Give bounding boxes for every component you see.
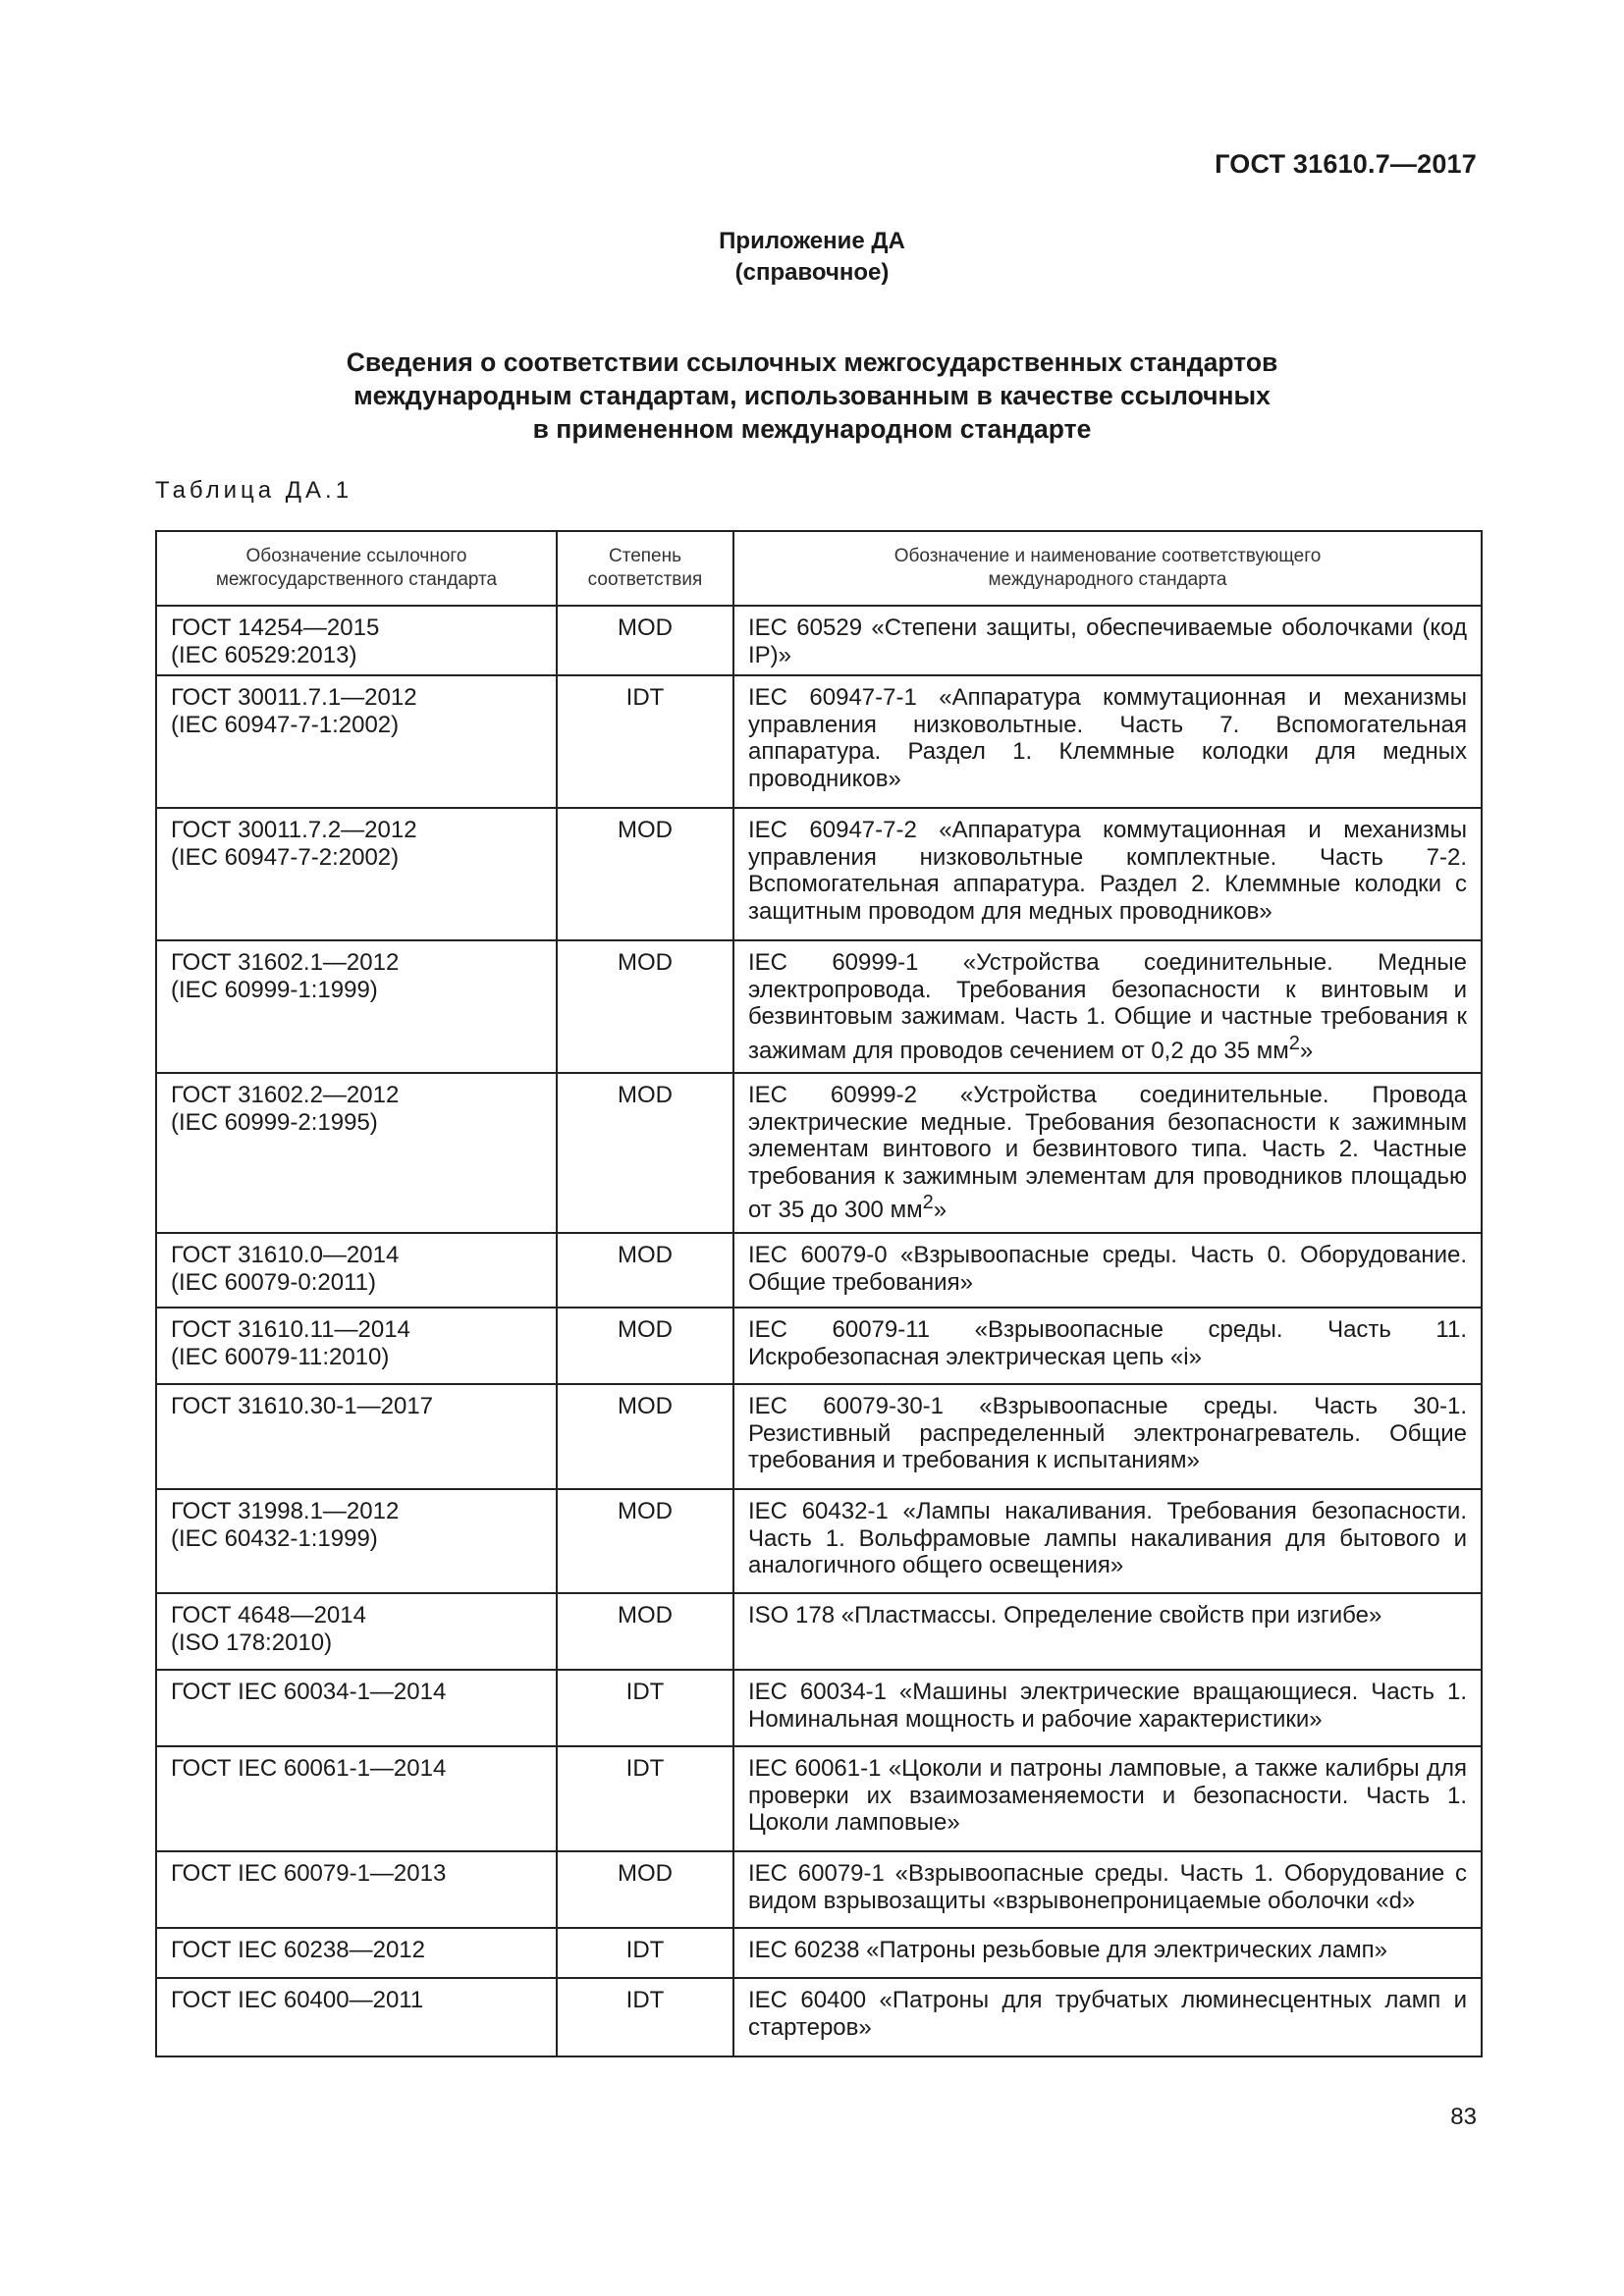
- cell-degree: MOD: [557, 1489, 733, 1593]
- standard-designation: ГОСТ 31610.0—2014: [171, 1242, 400, 1268]
- header-line: соответствия: [587, 569, 703, 590]
- title-line: международным стандартам, использованным в качестве ссылочных: [353, 381, 1271, 410]
- table-header-row: [156, 531, 1482, 606]
- cell-degree: MOD: [557, 1233, 733, 1308]
- standard-designation: ГОСТ 14254—2015: [171, 614, 380, 641]
- table-row: [156, 1928, 1482, 1978]
- header-line: международного стандарта: [988, 569, 1227, 590]
- standard-designation: ГОСТ IEC 60238—2012: [171, 1937, 425, 1963]
- header-interstate-standard: [156, 531, 557, 606]
- cell-international-standard: IEC 60947-7-2 «Аппаратура коммутационная и механизмы управления низковольтные комплектные. Часть 7-2. Вспомогательная аппаратура. Раздел 2. Клеммные колодки с защитным проводом для медных проводников»: [733, 808, 1482, 940]
- cell-degree: MOD: [557, 1384, 733, 1489]
- cell-interstate-standard: [156, 606, 557, 675]
- cell-interstate-standard: [156, 1073, 557, 1233]
- cell-interstate-standard: [156, 1851, 557, 1928]
- cell-degree: MOD: [557, 808, 733, 940]
- standard-designation: ГОСТ IEC 60400—2011: [171, 1987, 424, 2013]
- cell-degree: MOD: [557, 940, 733, 1073]
- standard-designation: ГОСТ 4648—2014: [171, 1602, 366, 1629]
- table-row: [156, 606, 1482, 675]
- cell-international-standard: IEC 60400 «Патроны для трубчатых люминесцентных ламп и стартеров»: [733, 1978, 1482, 2056]
- table-row: [156, 1978, 1482, 2056]
- cell-degree: IDT: [557, 675, 733, 808]
- cell-international-standard: IEC 60079-1 «Взрывоопасные среды. Часть 1. Оборудование с видом взрывозащиты «взрывонепроницаемые оболочки «d»: [733, 1851, 1482, 1928]
- cell-interstate-standard: [156, 1670, 557, 1746]
- cell-interstate-standard: [156, 1308, 557, 1384]
- table-row: [156, 675, 1482, 808]
- header-line: Обозначение и наименование соответствующего: [893, 546, 1322, 566]
- table-row: [156, 1593, 1482, 1670]
- header-line: межгосударственного стандарта: [215, 569, 498, 590]
- table-row: [156, 1670, 1482, 1746]
- cell-international-standard: IEC 60079-11 «Взрывоопасные среды. Часть 11. Искробезопасная электрическая цепь «i»: [733, 1308, 1482, 1384]
- cell-interstate-standard: [156, 1978, 557, 2056]
- text-part: »: [1299, 1037, 1314, 1064]
- standard-designation: ГОСТ 30011.7.1—2012: [171, 684, 417, 711]
- cell-interstate-standard: [156, 1928, 557, 1978]
- text-part: IEC 60999-1 «Устройства соединительные. Медные электропровода. Требования безопасности к винтовым и безвинтовым зажимам. Часть 1. Общие и частные требования к зажимам для проводов сечением от 0,2 до 35 мм: [748, 949, 1467, 1064]
- standard-designation: (ISO 178:2010): [171, 1629, 333, 1656]
- superscript: 2: [1288, 1032, 1300, 1054]
- cell-international-standard: [733, 940, 1482, 1073]
- appendix-heading: [0, 226, 1624, 289]
- header-line: Степень: [608, 546, 682, 566]
- standard-designation: (IEC 60079-11:2010): [171, 1343, 390, 1370]
- standard-designation: ГОСТ 31602.1—2012: [171, 949, 400, 976]
- cell-degree: IDT: [557, 1746, 733, 1851]
- standard-designation: ГОСТ IEC 60061-1—2014: [171, 1755, 447, 1782]
- standard-designation: (IEC 60999-1:1999): [171, 976, 378, 1003]
- cell-degree: MOD: [557, 1308, 733, 1384]
- header-degree: [557, 531, 733, 606]
- header-line: Обозначение ссылочного: [245, 546, 467, 566]
- cell-degree: MOD: [557, 606, 733, 675]
- standard-designation: ГОСТ 30011.7.2—2012: [171, 817, 417, 843]
- cell-international-standard: IEC 60432-1 «Лампы накаливания. Требования безопасности. Часть 1. Вольфрамовые лампы накаливания для бытового и аналогичного общего освещения»: [733, 1489, 1482, 1593]
- table-row: [156, 1384, 1482, 1489]
- standard-designation: ГОСТ 31998.1—2012: [171, 1498, 400, 1524]
- cell-interstate-standard: [156, 1384, 557, 1489]
- standards-table: [155, 530, 1483, 2057]
- cell-international-standard: IEC 60947-7-1 «Аппаратура коммутационная и механизмы управления низковольтные. Часть 7. Вспомогательная аппаратура. Раздел 1. Клеммные колодки для медных проводников»: [733, 675, 1482, 808]
- text-part: »: [933, 1197, 947, 1223]
- cell-interstate-standard: [156, 675, 557, 808]
- cell-degree: MOD: [557, 1851, 733, 1928]
- table-label: Таблица ДА.1: [155, 477, 353, 504]
- cell-international-standard: IEC 60079-0 «Взрывоопасные среды. Часть 0. Оборудование. Общие требования»: [733, 1233, 1482, 1308]
- cell-interstate-standard: [156, 940, 557, 1073]
- appendix-type: (справочное): [734, 259, 890, 286]
- cell-degree: IDT: [557, 1928, 733, 1978]
- cell-interstate-standard: [156, 1489, 557, 1593]
- standard-designation: ГОСТ IEC 60079-1—2013: [171, 1860, 447, 1887]
- page-number: 83: [1450, 2104, 1477, 2130]
- cell-international-standard: ISO 178 «Пластмассы. Определение свойств при изгибе»: [733, 1593, 1482, 1670]
- cell-degree: MOD: [557, 1073, 733, 1233]
- text-part: IEC 60999-2 «Устройства соединительные. Провода электрические медные. Требования безопасности к зажимным элементам винтового и безвинтового типа. Часть 2. Частные требования к зажимным элементам для проводников площадью от 35 до 300 мм: [748, 1082, 1467, 1223]
- table-row: [156, 1851, 1482, 1928]
- standard-designation: ГОСТ 31602.2—2012: [171, 1082, 400, 1108]
- standard-designation: ГОСТ IEC 60034-1—2014: [171, 1679, 447, 1705]
- cell-international-standard: IEC 60034-1 «Машины электрические вращающиеся. Часть 1. Номинальная мощность и рабочие характеристики»: [733, 1670, 1482, 1746]
- cell-interstate-standard: [156, 1593, 557, 1670]
- cell-degree: IDT: [557, 1978, 733, 2056]
- standard-designation: (IEC 60529:2013): [171, 641, 357, 668]
- cell-degree: IDT: [557, 1670, 733, 1746]
- superscript: 2: [922, 1192, 934, 1213]
- standard-designation: (IEC 60947-7-2:2002): [171, 843, 400, 871]
- cell-international-standard: IEC 60529 «Степени защиты, обеспечиваемые оболочками (код IP)»: [733, 606, 1482, 675]
- table-row: [156, 1233, 1482, 1308]
- cell-international-standard: [733, 1073, 1482, 1233]
- standard-designation: (IEC 60947-7-1:2002): [171, 711, 400, 738]
- cell-international-standard: IEC 60079-30-1 «Взрывоопасные среды. Часть 30-1. Резистивный распределенный электронагреватель. Общие требования и требования к испытаниям»: [733, 1384, 1482, 1489]
- table-row: [156, 1489, 1482, 1593]
- title-line: Сведения о соответствии ссылочных межгосударственных стандартов: [346, 347, 1278, 377]
- standard-designation: ГОСТ 31610.11—2014: [171, 1316, 410, 1343]
- cell-degree: MOD: [557, 1593, 733, 1670]
- table-row: [156, 1073, 1482, 1233]
- document-code: ГОСТ 31610.7—2017: [1215, 149, 1477, 179]
- cell-interstate-standard: [156, 1233, 557, 1308]
- table-row: [156, 808, 1482, 940]
- title-line: в примененном международном стандарте: [532, 414, 1092, 444]
- table-row: [156, 940, 1482, 1073]
- cell-interstate-standard: [156, 1746, 557, 1851]
- document-title: [0, 346, 1624, 446]
- cell-international-standard: IEC 60238 «Патроны резьбовые для электрических ламп»: [733, 1928, 1482, 1978]
- cell-international-standard: IEC 60061-1 «Цоколи и патроны ламповые, а также калибры для проверки их взаимозаменяемости и безопасности. Часть 1. Цоколи ламповые»: [733, 1746, 1482, 1851]
- table-row: [156, 1308, 1482, 1384]
- table-row: [156, 1746, 1482, 1851]
- appendix-name: Приложение ДА: [719, 228, 905, 254]
- standard-designation: (IEC 60079-0:2011): [171, 1268, 377, 1296]
- cell-interstate-standard: [156, 808, 557, 940]
- standard-designation: (IEC 60999-2:1995): [171, 1108, 378, 1136]
- header-international-standard: [733, 531, 1482, 606]
- standard-designation: ГОСТ 31610.30-1—2017: [171, 1393, 434, 1419]
- standard-designation: (IEC 60432-1:1999): [171, 1524, 378, 1552]
